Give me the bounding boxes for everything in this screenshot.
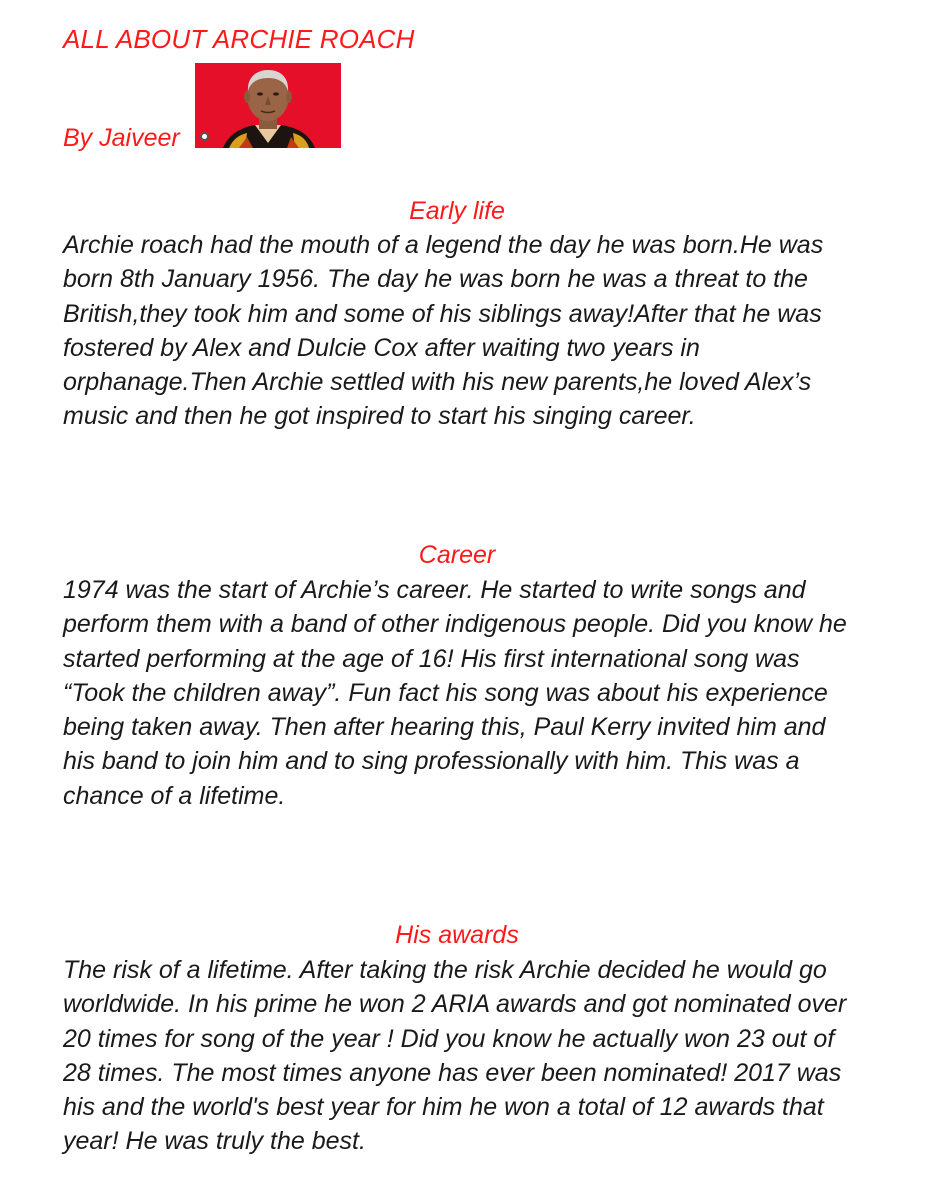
section-heading-early-life: Early life	[409, 197, 505, 225]
section-body-awards: The risk of a lifetime. After taking the risk Archie decided he would go worldwide. In his prime he won 2 ARIA awards and got nominated over 20 times for song of the year ! Did you know he actually won 23 out of 28 times. The most times anyone has ever been nominated! 2017 was his and the world's best year for him he won a total of 12 awards that year! He was truly the best.	[63, 956, 847, 1156]
document-title: ALL ABOUT ARCHIE ROACH	[63, 24, 415, 54]
portrait-illustration	[195, 63, 341, 148]
section-heading-career: Career	[418, 541, 496, 569]
portrait-image	[195, 63, 341, 148]
section-body-early-life: Archie roach had the mouth of a legend the day he was born.He was born 8th January 1956. The day he was born he was a threat to the British,they took him and some of his siblings away!After that he was fostered by Alex and Dulcie Cox after waiting two years in orphanage.Then Archie settled with his new parents,he loved Alex’s music and then he got inspired to start his singing career.	[63, 231, 824, 431]
image-handle-icon[interactable]	[200, 132, 209, 141]
author-byline: By Jaiveer	[63, 124, 180, 152]
section-heading-awards: His awards	[395, 921, 519, 949]
section-body-career: 1974 was the start of Archie’s career. He started to write songs and perform them with a band of other indigenous people. Did you know he started performing at the age of 16! His first international song was “Took the children away”. Fun fact his song was about his experience being taken away. Then after hearing this, Paul Kerry invited him and his band to join him and to sing professionally with him. This was a chance of a lifetime.	[63, 576, 847, 810]
